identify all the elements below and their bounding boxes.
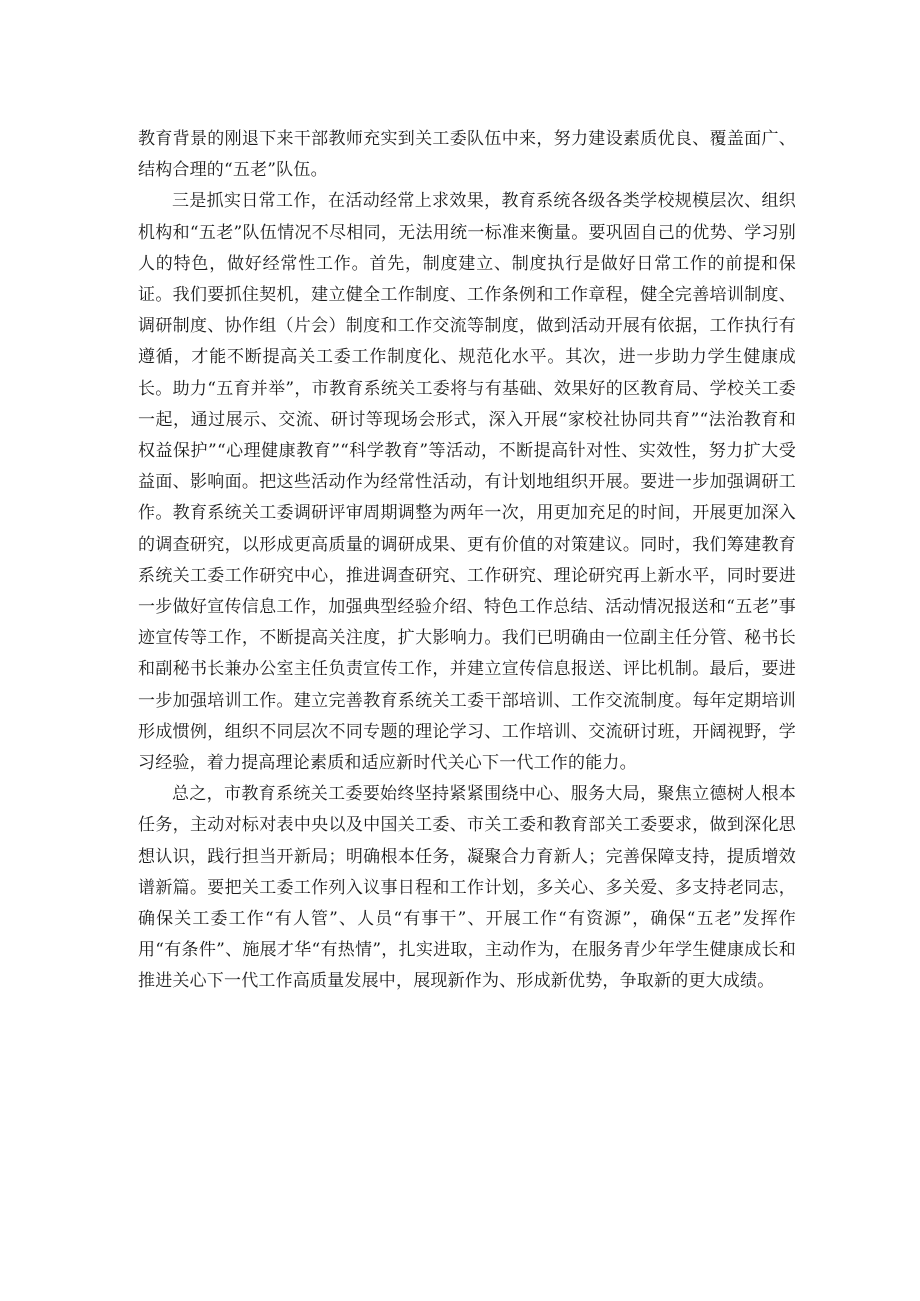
paragraph-conclusion: 总之，市教育系统关工委要始终坚持紧紧围绕中心、服务大局，聚焦立德树人根本任务，主动对标对表中央以及中国关工委、市关工委和教育部关工委要求，做到深化思想认识，践行担当开新局；明确根本任务，凝聚合力育新人；完善保障支持，提质增效谱新篇。要把关工委工作列入议事日程和工作计划，多关心、多关爱、多支持老同志，确保关工委工作“有人管”、人员“有事干”、开展工作“有资源”，确保“五老”发挥作用“有条件”、施展才华“有热情”，扎实进取，主动作为，在服务青少年学生健康成长和推进关心下一代工作高质量发展中，展现新作为、形成新优势，争取新的更大成绩。 (138, 784, 796, 992)
paragraph-daily-work: 三是抓实日常工作，在活动经常上求效果，教育系统各级各类学校规模层次、组织机构和“五老”队伍情况不尽相同，无法用统一标准来衡量。要巩固自己的优势、学习别人的特色，做好经常性工作。首先，制度建立、制度执行是做好日常工作的前提和保证。我们要抓住契机，建立健全工作制度、工作条例和工作章程，健全完善培训制度、调研制度、协作组（片会）制度和工作交流等制度，做到活动开展有依据，工作执行有遵循，才能不断提高关工委工作制度化、规范化水平。其次，进一步助力学生健康成长。助力“五育并举”，市教育系统关工委将与有基础、效果好的区教育局、学校关工委一起，通过展示、交流、研讨等现场会形式，深入开展“家校社协同共育”“法治教育和权益保护”“心理健康教育”“科学教育”等活动，不断提高针对性、实效性，努力扩大受益面、影响面。把这些活动作为经常性活动，有计划地组织开展。要进一步加强调研工作。教育系统关工委调研评审周期调整为两年一次，用更加充足的时间，开展更加深入的调查研究，以形成更高质量的调研成果、更有价值的对策建议。同时，我们筹建教育系统关工委工作研究中心，推进调查研究、工作研究、理论研究再上新水平，同时要进一步做好宣传信息工作，加强典型经验介绍、特色工作总结、活动情况报送和“五老”事迹宣传等工作，不断提高关注度，扩大影响力。我们已明确由一位副主任分管、秘书长和副秘书长兼办公室主任负责宣传工作，并建立宣传信息报送、评比机制。最后，要进一步加强培训工作。建立完善教育系统关工委干部培训、工作交流制度。每年定期培训形成惯例，组织不同层次不同专题的理论学习、工作培训、交流研讨班，开阔视野，学习经验，着力提高理论素质和适应新时代关心下一代工作的能力。 (138, 191, 796, 774)
document-body (138, 124, 796, 998)
paragraph-continuation: 教育背景的刚退下来干部教师充实到关工委队伍中来，努力建设素质优良、覆盖面广、结构合理的“五老”队伍。 (138, 129, 796, 181)
